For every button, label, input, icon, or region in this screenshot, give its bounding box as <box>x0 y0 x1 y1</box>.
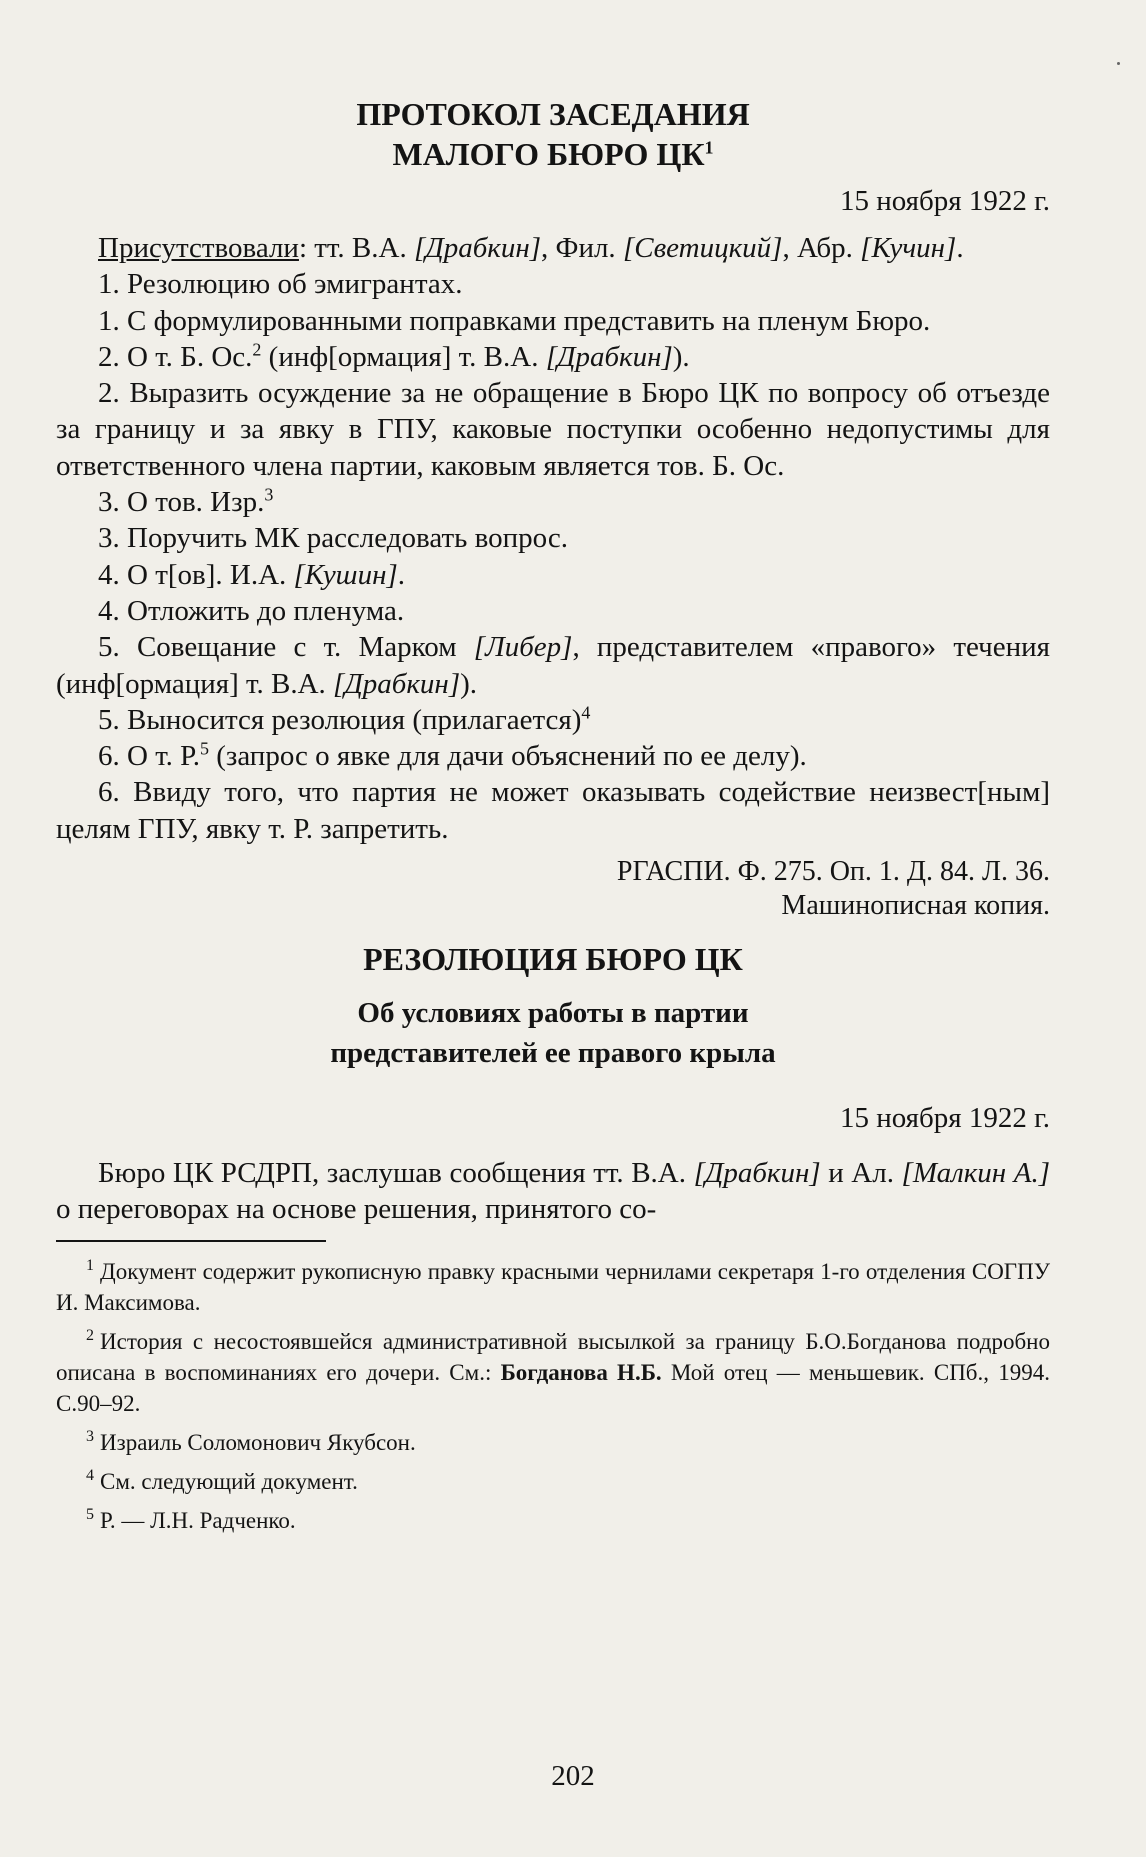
footnote-5 <box>56 1505 1050 1536</box>
item-1-decision: 1. С формулированными поправками представить на пленум Бюро. <box>98 304 931 337</box>
footnote-2-num: 2 <box>86 1326 94 1344</box>
footnote-1-text: Документ содержит рукописную правку красными чернилами секретаря 1-го отделения СОГПУ И. Максимова. <box>56 1258 1050 1315</box>
footnote-1-num: 1 <box>86 1256 94 1274</box>
present-text-1: , Фил. <box>541 232 623 264</box>
footnote-4-num: 4 <box>86 1466 94 1484</box>
item-5-decision <box>56 702 1050 738</box>
doc2-paragraph <box>56 1155 1050 1228</box>
doc1-copy-note: Машинописная копия. <box>781 890 1050 922</box>
present-name-3: [Кучин] <box>860 232 957 264</box>
footnote-3-num: 3 <box>86 1427 94 1445</box>
present-text-2: , Абр. <box>782 232 861 264</box>
doc2-subtitle-line1: Об условиях работы в партии <box>357 997 749 1030</box>
page-number: 202 <box>551 1760 595 1792</box>
item-4-name: [Кушин] <box>293 558 398 591</box>
item-5-text-b: , представителем «правого» течения (инф[ормация] т. В.А. <box>56 631 1050 700</box>
footnote-2-author: Богданова Н.Б. <box>500 1359 662 1385</box>
doc1-title-line1: ПРОТОКОЛ ЗАСЕДАНИЯ <box>356 96 750 132</box>
footnote-ref-1: 1 <box>704 137 714 158</box>
footnotes <box>56 1256 1050 1536</box>
item-2-decision: 2. Выразить осуждение за не обращение в Бюро ЦК по вопросу об отъезде за границу и за явку в ГПУ, каковые поступки особенно недопустимы для ответственного члена партии, каковым является тов. Б. Ос. <box>56 377 1050 482</box>
doc1-date: 15 ноября 1922 г. <box>839 185 1050 217</box>
item-6-decision: 6. Ввиду того, что партия не может оказывать содействие неизвест[ным] целям ГПУ, явку т. Р. запретить. <box>56 776 1050 845</box>
item-5-decision-text: 5. Выносится резолюция (прилагается) <box>98 703 582 736</box>
item-2-question <box>56 339 1050 375</box>
item-6-text-b: (запрос о явке для дачи объяснений по ее делу). <box>208 740 807 773</box>
item-2-name: [Драбкин] <box>545 340 673 373</box>
doc1-source: РГАСПИ. Ф. 275. Оп. 1. Д. 84. Л. 36. <box>616 856 1050 888</box>
doc1-title-line2: МАЛОГО БЮРО ЦК <box>392 136 705 172</box>
doc1-present <box>56 230 1050 266</box>
doc2-subtitle-line2: представителей ее правого крыла <box>330 1037 776 1070</box>
doc2-text-c: о переговорах на основе решения, принятого со- <box>56 1193 657 1226</box>
doc1-title <box>56 94 1050 174</box>
item-3-decision: 3. Поручить МК расследовать вопрос. <box>98 522 568 555</box>
footnote-3-text: Израиль Соломонович Якубсон. <box>100 1429 416 1455</box>
present-name-2: [Светицкий] <box>622 232 783 264</box>
item-2-text-c: ). <box>672 340 690 373</box>
item-4-question <box>56 557 1050 593</box>
item-4-text-b: . <box>397 558 405 591</box>
footnote-ref-5: 5 <box>199 738 209 759</box>
footnote-4-text: См. следующий документ. <box>100 1468 358 1494</box>
item-2-text-a: 2. О т. Б. Ос. <box>98 340 253 373</box>
present-label: Присутствовали <box>98 232 299 264</box>
item-5-text-c: ). <box>460 667 478 700</box>
page-content <box>56 94 1050 1544</box>
item-5-question <box>56 629 1050 702</box>
present-name-1: [Драбкин] <box>413 232 542 264</box>
item-6-question <box>56 738 1050 774</box>
present-text-3: . <box>956 232 964 264</box>
item-4-text-a: 4. О т[ов]. И.А. <box>98 558 294 591</box>
item-5-name-2: [Драбкин] <box>333 667 461 700</box>
item-5-text-a: 5. Совещание с т. Марком <box>98 631 474 664</box>
item-1-question: 1. Резолюцию об эмигрантах. <box>98 268 463 301</box>
doc2-subtitle <box>56 993 1050 1073</box>
footnote-1 <box>56 1256 1050 1318</box>
footnote-ref-4: 4 <box>581 702 591 723</box>
doc2-name-2: [Малкин А.] <box>901 1157 1050 1190</box>
footnote-5-num: 5 <box>86 1505 94 1523</box>
item-3-text: 3. О тов. Изр. <box>98 486 265 519</box>
item-6-text-a: 6. О т. Р. <box>98 740 200 773</box>
footnote-ref-2: 2 <box>252 339 262 360</box>
item-5-name-1: [Либер] <box>473 631 573 664</box>
item-2-text-b: (инф[ормация] т. В.А. <box>261 340 546 373</box>
footnote-2 <box>56 1326 1050 1419</box>
doc2-title: РЕЗОЛЮЦИЯ БЮРО ЦК <box>363 941 743 978</box>
footnote-separator <box>56 1240 326 1242</box>
doc2-text-a: Бюро ЦК РСДРП, заслушав сообщения тт. В.А. <box>98 1157 694 1190</box>
item-4-decision: 4. Отложить до пленума. <box>98 594 405 627</box>
footnote-ref-3: 3 <box>264 484 274 505</box>
footnote-2-text-a: История с несостоявшейся административной высылкой за границу Б.О.Богданова подробно описана в воспоминаниях его дочери. См.: <box>56 1328 1050 1385</box>
doc2-date: 15 ноября 1922 г. <box>839 1102 1050 1135</box>
footnote-4 <box>56 1466 1050 1497</box>
footnote-2-text-b: Мой отец — меньшевик. СПб., 1994. С.90–92. <box>56 1359 1050 1416</box>
item-3-question <box>56 484 1050 520</box>
doc2-text-b: и Ал. <box>820 1157 902 1190</box>
scan-dot <box>1117 62 1120 65</box>
present-sep: : тт. В.А. <box>298 232 414 264</box>
footnote-5-text: Р. — Л.Н. Радченко. <box>100 1507 296 1533</box>
doc2-name-1: [Драбкин] <box>693 1157 821 1190</box>
footnote-3 <box>56 1427 1050 1458</box>
